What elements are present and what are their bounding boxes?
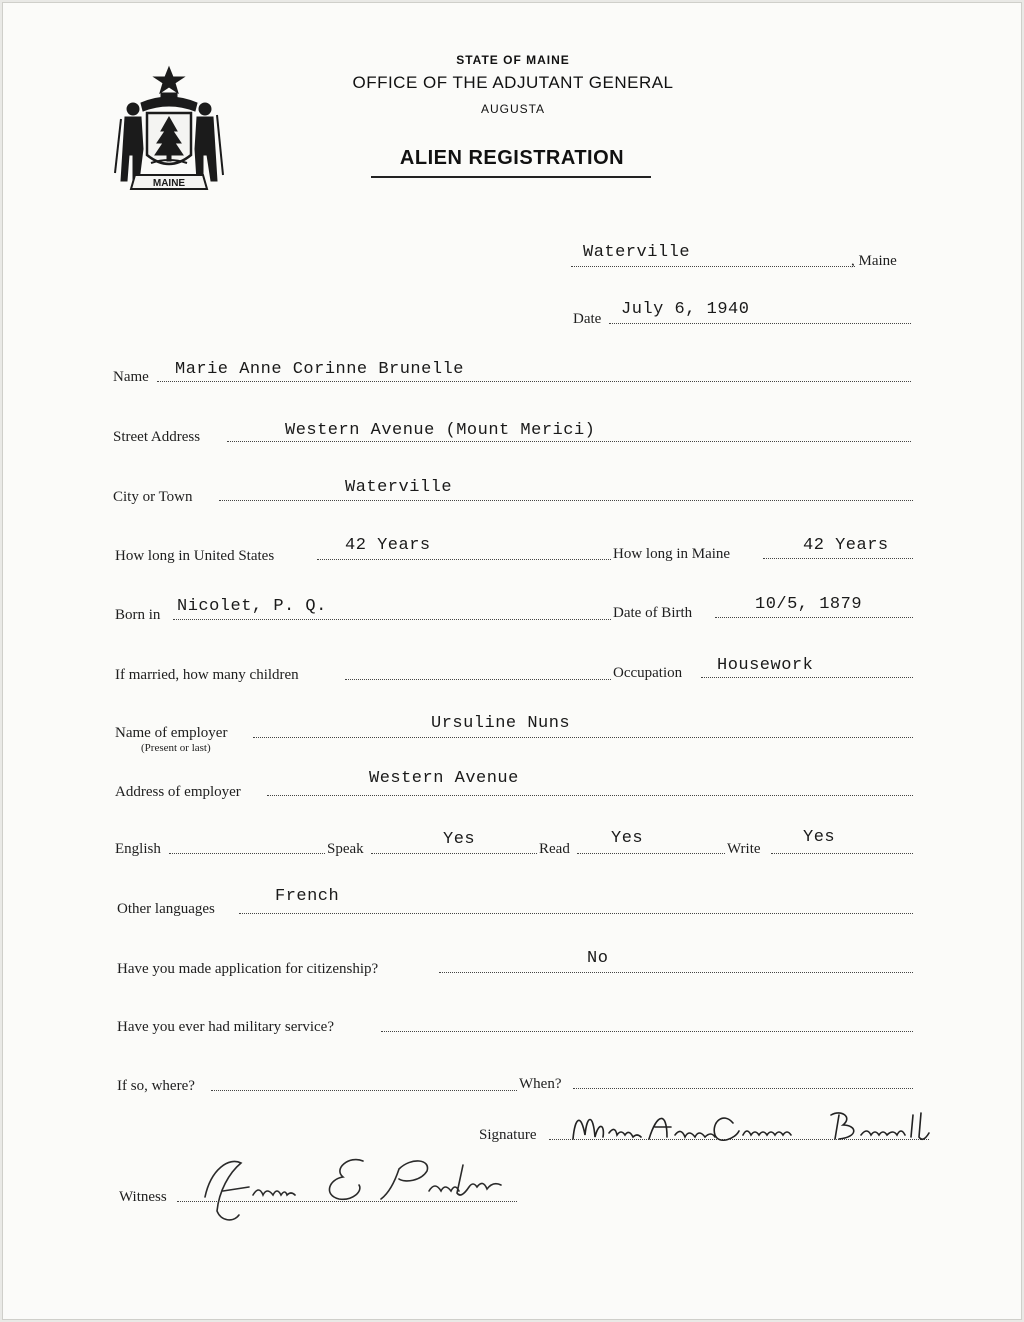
employer-address-line <box>267 795 913 796</box>
street-value: Western Avenue (Mount Merici) <box>285 421 596 440</box>
state-seal-icon <box>111 63 227 195</box>
name-value: Marie Anne Corinne Brunelle <box>175 360 464 379</box>
read-line <box>577 853 725 854</box>
where-label: If so, where? <box>117 1078 195 1094</box>
military-label: Have you ever had military service? <box>117 1019 334 1035</box>
years-us-line <box>317 559 611 560</box>
children-line <box>345 679 611 680</box>
occupation-line <box>701 677 913 678</box>
read-label: Read <box>539 841 570 857</box>
name-line <box>157 381 911 382</box>
years-maine-label: How long in Maine <box>613 546 731 562</box>
signature-label: Signature <box>479 1127 537 1143</box>
date-label: Date <box>573 311 602 327</box>
english-label: English <box>115 841 161 857</box>
when-label: When? <box>519 1076 562 1092</box>
years-maine-line <box>763 558 913 559</box>
years-us-label: How long in United States <box>115 548 275 564</box>
write-value: Yes <box>803 828 836 847</box>
born-in-line <box>173 619 611 620</box>
write-line <box>771 853 913 854</box>
place-line <box>571 266 855 267</box>
employer-sublabel: (Present or last) <box>141 742 211 754</box>
military-line <box>381 1031 913 1032</box>
employer-line <box>253 737 913 738</box>
other-languages-label: Other languages <box>117 901 215 917</box>
city-heading: AUGUSTA <box>480 102 546 116</box>
city-value: Waterville <box>345 478 453 497</box>
registration-form <box>2 2 1022 1320</box>
other-languages-value: French <box>275 887 340 906</box>
years-us-value: 42 Years <box>345 536 431 555</box>
employer-label: Name of employer <box>115 725 228 741</box>
citizenship-line <box>439 972 913 973</box>
date-value: July 6, 1940 <box>621 300 750 319</box>
where-line <box>211 1090 517 1091</box>
other-languages-line <box>239 913 913 914</box>
employer-address-label: Address of employer <box>115 784 241 800</box>
born-in-value: Nicolet, P. Q. <box>177 597 327 616</box>
occupation-value: Housework <box>717 656 814 675</box>
title-underline <box>371 176 651 178</box>
speak-label: Speak <box>327 841 364 857</box>
citizenship-value: No <box>587 949 609 968</box>
name-label: Name <box>113 369 149 385</box>
witness-signature <box>193 1151 553 1227</box>
when-line <box>573 1088 913 1089</box>
dob-value: 10/5, 1879 <box>755 595 863 614</box>
applicant-signature <box>563 1103 963 1155</box>
speak-line <box>371 853 537 854</box>
svg-text:MAINE: MAINE <box>152 178 186 189</box>
english-line <box>169 853 325 854</box>
street-line <box>227 441 911 442</box>
employer-value: Ursuline Nuns <box>431 714 571 733</box>
citizenship-label: Have you made application for citizenship? <box>117 961 379 977</box>
dob-label: Date of Birth <box>613 605 693 621</box>
date-line <box>609 323 911 324</box>
read-value: Yes <box>611 829 644 848</box>
city-label: City or Town <box>113 489 193 505</box>
street-label: Street Address <box>113 429 201 445</box>
employer-address-value: Western Avenue <box>369 769 519 788</box>
born-in-label: Born in <box>115 607 161 623</box>
children-label: If married, how many children <box>115 667 299 683</box>
occupation-label: Occupation <box>613 665 683 681</box>
office-heading: OFFICE OF THE ADJUTANT GENERAL <box>352 73 674 92</box>
witness-label: Witness <box>119 1189 167 1205</box>
write-label: Write <box>727 841 761 857</box>
city-line <box>219 500 913 501</box>
place-suffix: , Maine <box>851 253 897 269</box>
dob-line <box>715 617 913 618</box>
form-title: ALIEN REGISTRATION <box>399 147 625 169</box>
state-heading: STATE OF MAINE <box>456 53 570 67</box>
years-maine-value: 42 Years <box>803 536 889 555</box>
speak-value: Yes <box>443 830 476 849</box>
place-value: Waterville <box>583 243 691 262</box>
